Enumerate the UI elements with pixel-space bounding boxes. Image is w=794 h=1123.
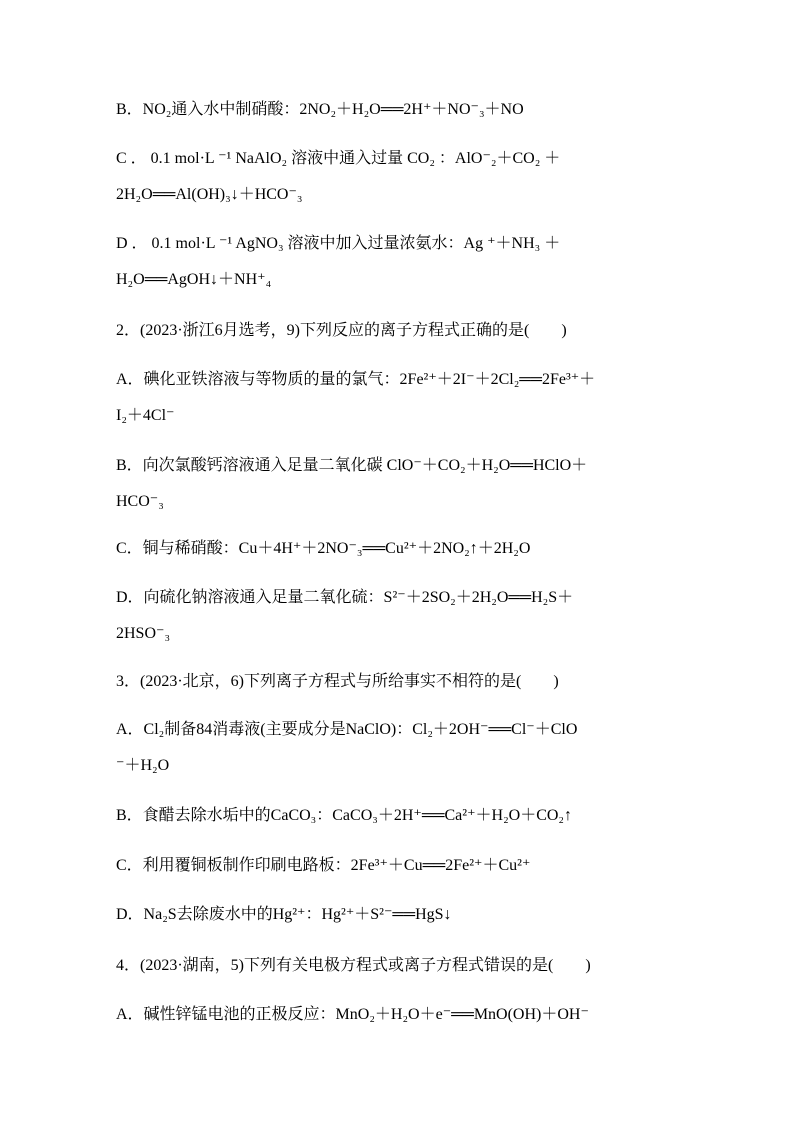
q3-option-a-line-2: ⁻＋H₂O [116, 757, 170, 774]
q2-option-d-line-1: D．向硫化钠溶液通入足量二氧化硫：S²⁻＋2SO₂＋2H₂O══H₂S＋ [116, 589, 574, 606]
q3-option-d-line: D．Na₂S去除废水中的Hg²⁺：Hg²⁺＋S²⁻══HgS↓ [116, 906, 452, 923]
question-3-stem: 3．(2023·北京，6)下列离子方程式与所给事实不相符的是( ) [116, 673, 559, 690]
q2-option-b-line-1: B．向次氯酸钙溶液通入足量二氧化碳 ClO⁻＋CO₂＋H₂O══HClO＋ [116, 457, 588, 474]
option-d-agno3-line-1: D ． 0.1 mol·L ⁻¹ AgNO₃ 溶液中加入过量浓氨水：Ag ⁺＋NH₃ ＋ [116, 235, 561, 252]
q3-option-a-line-1: A．Cl₂制备84消毒液(主要成分是NaClO)：Cl₂＋2OH⁻══Cl⁻＋ClO [116, 721, 578, 738]
option-b-no2-line: B．NO₂通入水中制硝酸：2NO₂＋H₂O══2H⁺＋NO⁻₃＋NO [116, 101, 524, 118]
q2-option-a-line-2: I₂＋4Cl⁻ [116, 407, 175, 424]
question-2-stem: 2．(2023·浙江6月选考，9)下列反应的离子方程式正确的是( ) [116, 322, 567, 339]
question-4-stem: 4．(2023·湖南，5)下列有关电极方程式或离子方程式错误的是( ) [116, 957, 591, 974]
q2-option-b-line-2: HCO⁻₃ [116, 493, 164, 510]
q3-option-c-line: C．利用覆铜板制作印刷电路板：2Fe³⁺＋Cu══2Fe²⁺＋Cu²⁺ [116, 857, 531, 874]
option-d-agno3-line-2: H₂O══AgOH↓＋NH⁺₄ [116, 271, 272, 288]
q4-option-a-line: A．碱性锌锰电池的正极反应：MnO₂＋H₂O＋e⁻══MnO(OH)＋OH⁻ [116, 1006, 589, 1023]
q2-option-d-line-2: 2HSO⁻₃ [116, 625, 171, 642]
q2-option-c-line: C．铜与稀硝酸：Cu＋4H⁺＋2NO⁻₃══Cu²⁺＋2NO₂↑＋2H₂O [116, 540, 531, 557]
option-c-naalo2-line-1: C ． 0.1 mol·L ⁻¹ NaAlO₂ 溶液中通入过量 CO₂ ：AlO⁻₂＋CO₂ ＋ [116, 150, 561, 167]
option-c-naalo2-line-2: 2H₂O══Al(OH)₃↓＋HCO⁻₃ [116, 186, 303, 203]
q2-option-a-line-1: A．碘化亚铁溶液与等物质的量的氯气：2Fe²⁺＋2I⁻＋2Cl₂══2Fe³⁺＋ [116, 371, 596, 388]
q3-option-b-line: B．食醋去除水垢中的CaCO₃：CaCO₃＋2H⁺══Ca²⁺＋H₂O＋CO₂↑ [116, 807, 573, 824]
